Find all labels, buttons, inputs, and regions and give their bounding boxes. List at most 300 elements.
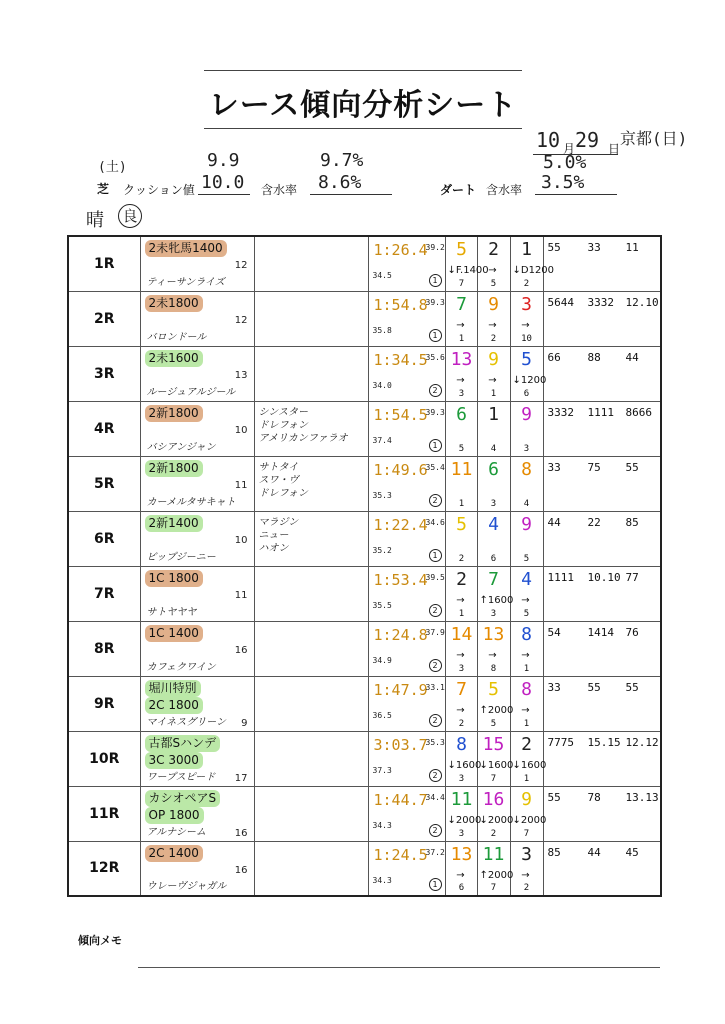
position-3-number: 9: [521, 403, 532, 425]
position-2-sub: 2: [490, 333, 497, 344]
position-2-number: 13: [482, 623, 505, 645]
position-1-sub: 5: [458, 443, 465, 454]
title-top-rule: [204, 70, 522, 71]
race-info-cell: [140, 841, 254, 896]
dirt-moisture-2: 3.5%: [541, 172, 585, 193]
dirt-label: ダート: [440, 183, 477, 197]
position-1-sub: 3: [458, 663, 465, 674]
pace-mark: 1: [429, 439, 442, 452]
front-3f: 39.3: [425, 407, 445, 417]
cushion-value-2: 10.0: [201, 172, 245, 193]
race-number: 7R: [68, 566, 140, 621]
passing-1: 55: [547, 790, 561, 804]
field-size: 10: [234, 534, 248, 546]
race-name: 堀川特別: [145, 680, 201, 697]
position-1-number: 6: [456, 403, 467, 425]
position-1-arrow: ↓F.1400: [447, 265, 489, 276]
race-row: [68, 291, 661, 346]
position-1-sub: 2: [458, 718, 465, 729]
time-cell: [368, 291, 445, 346]
last-3f: 34.3: [372, 820, 392, 830]
pc-cell: [543, 291, 661, 346]
race-number: 5R: [68, 456, 140, 511]
position-1-arrow: →: [456, 594, 465, 606]
position-3-sub: 2: [523, 278, 530, 289]
position-2-number: 15: [482, 733, 505, 755]
passing-2: 75: [587, 460, 601, 474]
position-1-arrow: →: [456, 319, 465, 331]
race-info-cell: [140, 456, 254, 511]
front-3f: 33.1: [425, 682, 445, 692]
race-number: 3R: [68, 346, 140, 401]
position-1-number: 13: [450, 843, 473, 865]
race-number: 1R: [68, 236, 140, 291]
position-1-sub: 3: [458, 773, 465, 784]
front-3f: 39.3: [425, 297, 445, 307]
position-3-number: 8: [521, 678, 532, 700]
sire-cell: [254, 401, 368, 456]
position-1-cell: [445, 236, 489, 291]
time-cell: [368, 456, 445, 511]
position-2-sub: 3: [490, 608, 497, 619]
winner-name: バシアンジャン: [146, 441, 216, 453]
position-3-sub: 5: [523, 608, 530, 619]
position-3-number: 4: [521, 568, 532, 590]
position-1-arrow: ↓2000: [447, 814, 482, 826]
race-lines: [145, 240, 227, 257]
race-lines: [145, 735, 221, 769]
race-lines: [145, 350, 203, 367]
position-2-number: 2: [488, 239, 499, 260]
position-2-cell: [477, 731, 514, 786]
front-3f: 37.9: [425, 627, 445, 637]
race-lines: [145, 680, 203, 714]
time-cell: [368, 566, 445, 621]
race-name: 2未1800: [145, 295, 203, 312]
winner-name: ウレーヴジャガル: [146, 881, 227, 892]
winner-name: マイネスグリーン: [146, 716, 226, 728]
race-row: [68, 621, 661, 676]
winner-name: ルージュアルジール: [146, 386, 236, 398]
winner-name: カフェクワイン: [146, 661, 216, 673]
sire-1: マラジン: [258, 516, 299, 528]
position-3-sub: 10: [521, 333, 532, 344]
position-1-cell: [445, 621, 477, 676]
position-2-sub: 8: [490, 663, 497, 674]
front-3f: 34.6: [425, 517, 445, 527]
position-2-cell: [477, 456, 510, 511]
time-cell: [368, 621, 445, 676]
field-size: 9: [241, 717, 248, 729]
race-row: [68, 731, 661, 786]
passing-3: 8666: [625, 405, 652, 419]
position-1-sub: 3: [458, 388, 465, 399]
position-2-cell: [477, 676, 514, 731]
sire-cell: [254, 511, 368, 566]
position-3-number: 2: [521, 733, 532, 755]
turf-moisture-underline: [310, 194, 392, 195]
position-2-cell: [477, 236, 510, 291]
position-1-number: 14: [450, 623, 473, 645]
race-name: 1C 1400: [145, 625, 203, 642]
pc-cell: [543, 621, 661, 676]
position-2-sub: 7: [490, 773, 497, 784]
race-info-cell: [140, 291, 254, 346]
race-number: 2R: [68, 291, 140, 346]
position-3-arrow: ↓2000: [512, 814, 547, 826]
winner-name: ビップジーニー: [146, 551, 216, 563]
passing-3: 44: [625, 350, 639, 364]
position-2-arrow: ↓2000: [479, 814, 514, 826]
passing-2: 15.15: [587, 735, 621, 749]
sire-cell: [254, 676, 368, 731]
position-2-sub: 2: [490, 828, 497, 839]
date-month: 10: [536, 128, 561, 152]
position-2-sub: 1: [490, 388, 497, 399]
passing-3: 55: [625, 680, 639, 694]
race-lines: [145, 460, 203, 477]
position-1-cell: [445, 511, 477, 566]
passing-1: 7775: [547, 735, 574, 749]
pc-cell: [543, 511, 661, 566]
race-info-cell: [140, 236, 254, 291]
race-time: 1:47.9: [373, 680, 428, 699]
position-1-cell: [445, 676, 477, 731]
race-time: 1:53.4: [373, 570, 428, 589]
position-3-arrow: →: [521, 649, 530, 661]
pace-mark: 2: [429, 769, 442, 782]
race-row: [68, 841, 661, 896]
position-2-number: 1: [488, 403, 499, 425]
race-row: [68, 786, 661, 841]
position-2-arrow: ↑1600: [479, 594, 514, 606]
field-size: 13: [234, 369, 248, 381]
position-1-number: 2: [456, 568, 467, 590]
race-row: [68, 566, 661, 621]
position-3-number: 9: [521, 788, 532, 810]
pc-cell: [543, 346, 661, 401]
passing-2: 55: [587, 680, 601, 694]
pc-cell: [543, 731, 661, 786]
position-3-number: 8: [521, 458, 532, 480]
position-1-sub: 7: [458, 278, 465, 289]
passing-3: 11: [625, 241, 639, 254]
passing-2: 78: [587, 790, 601, 804]
sire-cell: [254, 346, 368, 401]
position-3-sub: 1: [523, 663, 530, 674]
position-1-sub: 3: [458, 828, 465, 839]
race-number: 4R: [68, 401, 140, 456]
position-2-arrow: ↑2000: [479, 869, 514, 881]
position-1-number: 7: [456, 678, 467, 700]
position-2-number: 4: [488, 513, 499, 535]
race-row: [68, 456, 661, 511]
title-bottom-rule: [204, 128, 522, 129]
position-1-number: 5: [456, 239, 467, 260]
passing-1: 3332: [547, 405, 574, 419]
sire-3: ハオン: [258, 542, 289, 554]
winner-name: カーメルタサキャト: [146, 496, 236, 508]
date-day-unit: 日: [608, 142, 621, 156]
sire-1: サトタイ: [258, 461, 299, 473]
position-1-cell: [445, 566, 477, 621]
position-3-cell: [510, 456, 543, 511]
position-3-arrow: ↓1600: [512, 759, 547, 771]
time-cell: [368, 346, 445, 401]
time-cell: [368, 236, 445, 291]
page-title: レース傾向分析シート: [208, 88, 518, 123]
last-3f: 34.5: [372, 271, 392, 280]
race-name: OP 1800: [145, 807, 204, 824]
last-3f: 35.8: [372, 325, 392, 335]
pc-cell: [543, 786, 661, 841]
sire-list: [259, 516, 299, 555]
race-lines: [145, 845, 203, 862]
position-1-sub: 1: [458, 498, 465, 509]
sire-3: アメリカンファラオ: [258, 432, 348, 444]
cushion-label: クッション値: [123, 183, 195, 197]
position-3-sub: 1: [523, 773, 530, 784]
passing-1: 1111: [547, 570, 574, 584]
position-3-number: 8: [521, 623, 532, 645]
pc-cell: [543, 841, 661, 896]
position-2-cell: [477, 291, 510, 346]
position-2-cell: [477, 566, 514, 621]
position-2-cell: [477, 841, 514, 896]
last-3f: 37.3: [372, 765, 392, 775]
front-3f: 35.6: [425, 352, 445, 362]
pace-mark: 2: [429, 659, 442, 672]
race-table: [67, 235, 662, 897]
field-size: 12: [234, 260, 248, 271]
passing-3: 12.10: [625, 295, 659, 309]
winner-name: バロンドール: [146, 331, 207, 343]
passing-1: 44: [547, 515, 561, 529]
dirt-moisture-underline: [535, 194, 617, 195]
time-cell: [368, 401, 445, 456]
race-name: 2新1400: [145, 515, 203, 532]
passing-3: 76: [625, 625, 639, 639]
date-month-unit: 月: [563, 142, 576, 156]
position-1-number: 7: [456, 293, 467, 315]
position-2-number: 16: [482, 788, 505, 810]
weather: 晴: [86, 210, 104, 231]
race-lines: [145, 295, 203, 312]
passing-3: 77: [625, 570, 639, 584]
time-cell: [368, 511, 445, 566]
field-size: 16: [234, 827, 248, 839]
passing-1: 54: [547, 625, 561, 639]
position-3-cell: [510, 676, 543, 731]
position-2-number: 11: [482, 843, 505, 865]
pace-mark: 1: [429, 274, 442, 287]
last-3f: 35.2: [372, 545, 392, 555]
race-lines: [145, 405, 203, 422]
position-1-sub: 6: [458, 883, 465, 893]
last-3f: 36.5: [372, 710, 392, 720]
passing-1: 5644: [547, 295, 574, 309]
race-time: 1:54.8: [373, 295, 428, 314]
pc-cell: [543, 401, 661, 456]
last-3f: 34.3: [372, 875, 392, 885]
position-2-arrow: ↓1600: [479, 759, 514, 771]
front-3f: 34.4: [425, 792, 445, 802]
race-info-cell: [140, 346, 254, 401]
position-2-sub: 6: [490, 553, 497, 564]
position-3-cell: [510, 401, 543, 456]
time-cell: [368, 676, 445, 731]
front-3f: 39.2: [425, 243, 445, 252]
position-3-number: 3: [521, 293, 532, 315]
position-3-cell: [510, 566, 543, 621]
position-1-number: 13: [450, 348, 473, 370]
position-2-number: 5: [488, 678, 499, 700]
turf-moisture-label: 含水率: [261, 183, 298, 197]
race-name: 古都Sハンデ: [145, 735, 221, 752]
race-name: カシオペアS: [145, 790, 221, 807]
position-3-sub: 3: [523, 443, 530, 454]
position-3-cell: [510, 786, 547, 841]
position-3-sub: 6: [523, 388, 530, 399]
pace-mark: 1: [429, 549, 442, 562]
passing-3: 55: [625, 460, 639, 474]
passing-2: 88: [587, 350, 601, 364]
position-3-arrow: →: [521, 704, 530, 716]
position-3-cell: [510, 731, 547, 786]
race-name: 2新1800: [145, 460, 203, 477]
race-time: 1:26.4: [373, 241, 428, 259]
position-1-sub: 1: [458, 333, 465, 344]
race-info-cell: [140, 566, 254, 621]
sire-cell: [254, 786, 368, 841]
sire-cell: [254, 566, 368, 621]
sire-cell: [254, 456, 368, 511]
position-2-sub: 5: [490, 278, 497, 289]
position-3-cell: [510, 511, 543, 566]
front-3f: 37.2: [425, 847, 445, 857]
winner-name: アルナシーム: [146, 826, 206, 838]
position-3-arrow: →: [521, 319, 530, 331]
cushion-underline: [198, 194, 250, 195]
race-lines: [145, 625, 203, 642]
pc-cell: [543, 676, 661, 731]
race-number: 10R: [68, 731, 140, 786]
race-time: 3:03.7: [373, 735, 428, 754]
race-lines: [145, 790, 221, 824]
sire-2: スワ・ヴ: [258, 474, 299, 486]
position-1-number: 8: [456, 733, 467, 755]
pace-mark: 1: [429, 878, 442, 891]
position-2-number: 7: [488, 568, 499, 590]
passing-1: 66: [547, 350, 561, 364]
race-name: 1C 1800: [145, 570, 203, 587]
front-3f: 39.5: [425, 572, 445, 582]
position-1-sub: 2: [458, 553, 465, 564]
passing-1: 85: [547, 845, 561, 859]
pc-cell: [543, 456, 661, 511]
position-3-number: 1: [521, 239, 532, 260]
position-2-arrow: →: [488, 319, 497, 331]
pace-mark: 2: [429, 824, 442, 837]
winner-name: サトヤヤヤ: [146, 606, 197, 618]
position-1-cell: [445, 401, 477, 456]
race-info-cell: [140, 401, 254, 456]
memo-line: [138, 967, 660, 968]
memo-label: 傾向メモ: [78, 934, 122, 947]
turf-moisture-1: 9.7%: [320, 150, 364, 171]
time-cell: [368, 841, 445, 896]
pace-mark: 2: [429, 494, 442, 507]
race-row: [68, 236, 661, 291]
passing-3: 85: [625, 515, 639, 529]
passing-2: 22: [587, 515, 601, 529]
turf-day-mark: (土): [98, 160, 127, 175]
dirt-moisture-label: 含水率: [486, 183, 523, 197]
pace-mark: 2: [429, 604, 442, 617]
position-2-sub: 5: [490, 718, 497, 729]
race-info-cell: [140, 731, 254, 786]
sire-cell: [254, 291, 368, 346]
position-2-cell: [477, 621, 510, 676]
position-2-arrow: →: [488, 265, 497, 276]
passing-2: 33: [587, 241, 601, 254]
passing-2: 3332: [587, 295, 614, 309]
sire-cell: [254, 236, 368, 291]
sire-2: ニュー: [258, 529, 289, 541]
position-2-arrow: →: [488, 374, 497, 386]
pace-mark: 1: [429, 329, 442, 342]
passing-2: 44: [587, 845, 601, 859]
sire-1: シンスター: [258, 406, 308, 418]
race-name: 2C 1800: [145, 697, 203, 714]
pc-cell: [543, 566, 661, 621]
race-row: [68, 676, 661, 731]
position-3-sub: 5: [523, 553, 530, 564]
race-time: 1:24.5: [373, 845, 428, 864]
race-number: 8R: [68, 621, 140, 676]
date-place: 京都(日): [620, 129, 688, 148]
field-size: 10: [234, 424, 248, 436]
position-2-arrow: →: [488, 649, 497, 661]
position-3-cell: [510, 841, 543, 896]
passing-1: 33: [547, 680, 561, 694]
race-row: [68, 346, 661, 401]
date-day: 29: [575, 128, 600, 152]
race-time: 1:44.7: [373, 790, 428, 809]
position-1-arrow: →: [456, 649, 465, 661]
position-1-cell: [445, 346, 477, 401]
position-3-sub: 1: [523, 718, 530, 729]
last-3f: 34.0: [372, 380, 392, 390]
passing-2: 10.10: [587, 570, 621, 584]
position-3-sub: 2: [523, 883, 530, 893]
position-1-cell: [445, 291, 477, 346]
passing-3: 12.12: [625, 735, 659, 749]
position-3-arrow: →: [521, 869, 530, 881]
winner-name: ワープスピード: [146, 771, 216, 783]
time-cell: [368, 786, 445, 841]
position-3-number: 5: [521, 348, 532, 370]
position-2-cell: [477, 786, 514, 841]
race-time: 1:54.5: [373, 405, 428, 424]
last-3f: 35.3: [372, 490, 392, 500]
race-info-cell: [140, 786, 254, 841]
position-2-cell: [477, 401, 510, 456]
passing-2: 1111: [587, 405, 614, 419]
race-time: 1:34.5: [373, 350, 428, 369]
position-2-cell: [477, 346, 510, 401]
race-number: 6R: [68, 511, 140, 566]
